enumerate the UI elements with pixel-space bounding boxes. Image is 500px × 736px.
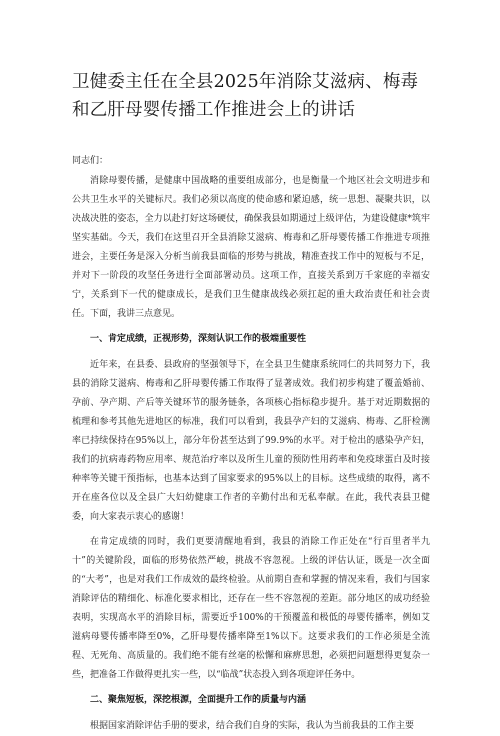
- section-1-paragraph-1: 近年来，在县委、县政府的坚强领导下，在全县卫生健康系统同仁的共同努力下，我县的消除艾滋病、梅毒和乙肝母婴传播工作取得了显著成效。我们初步构建了覆盖婚前、孕前、孕产期、产后等关键环节的服务链条，各项核心指标稳步提升。基于对近期数据的梳理和参考其他先进地区的标准，我们可以看到，我县孕产妇的艾滋病、梅毒、乙肝检测率已持续保持在95%以上，部分年份甚至达到了99.9%的水平。对于检出的感染孕产妇，我们的抗病毒药物应用率、规范治疗率以及所生儿童的预防性用药率和免疫球蛋白及时接种率等关键干预指标，也基本达到了国家要求的95%以上的目标。这些成绩的取得，离不开在座各位以及全县广大妇幼健康工作者的辛勤付出和无私奉献。在此，我代表县卫健委，向大家表示衷心的感谢！: [72, 360, 430, 522]
- document-title: 卫健委主任在全县2025年消除艾滋病、梅毒和乙肝母婴传播工作推进会上的讲话: [72, 72, 419, 120]
- section-1-heading: 一、肯定成绩，正视形势，深刻认识工作的极端重要性: [90, 334, 307, 344]
- intro-paragraph: 消除母婴传播，是健康中国战略的重要组成部分，也是衡量一个地区社会文明进步和公共卫生水平的关键标尺。我们必须以高度的使命感和紧迫感，统一思想、凝聚共识，以决战决胜的姿态，全力以赴打好这场硬仗，确保我县如期通过上级评估，为建设健康*筑牢坚实基础。今天，我们在这里召开全县消除艾滋病、梅毒和乙肝母婴传播工作推进专项推进会，主要任务是深入分析当前我县面临的形势与挑战，精准查找工作中的短板与不足，并对下一阶段的攻坚任务进行全面部署动员。这项工作，直接关系到万千家庭的幸福安宁，关系到下一代的健康成长，是我们卫生健康战线必须扛起的重大政治责任和社会责任。下面，我讲三点意见。: [72, 176, 430, 319]
- section-2-heading: 二、聚焦短板，深挖根源，全面提升工作的质量与内涵: [90, 695, 307, 705]
- section-1-paragraph-2: 在肯定成绩的同时，我们更要清醒地看到，我县的消除工作正处在“行百里者半九十”的关键阶段，面临的形势依然严峻，挑战不容忽视。上级的评估认证，既是一次全面的“大考”，也是对我们工作成效的最终检验。从前期自查和掌握的情况来看，我们与国家消除评估的精细化、标准化要求相比，还存在一些不容忽视的差距。部分地区的成功经验表明，实现高水平的消除目标，需要近乎100%的干预覆盖和极低的母婴传播率，例如艾滋病母婴传播率降至0%，乙肝母婴传播率降至1%以下。这要求我们的工作必须是全流程、无死角、高质量的。我们绝不能有丝毫的松懈和麻痹思想，必须把问题想得更复杂一些，把准备工作做得更扎实一些，以“临战”状态投入到各项迎评任务中。: [72, 537, 430, 680]
- section-2-paragraph-1: 根据国家消除评估手册的要求，结合我们自身的实际，我认为当前我县的工作主要: [90, 721, 415, 731]
- salutation: 同志们：: [72, 156, 109, 166]
